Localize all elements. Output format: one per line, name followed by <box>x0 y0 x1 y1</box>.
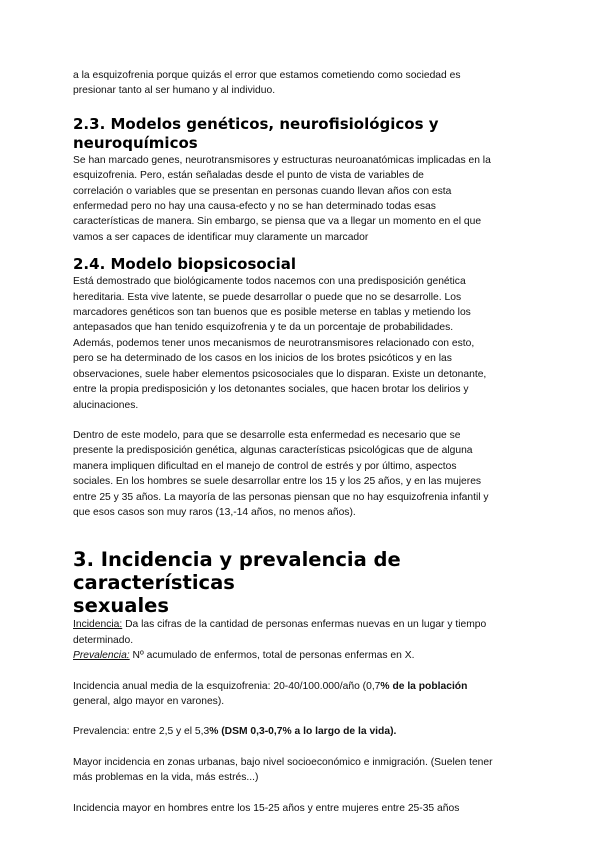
s24-p1-line: pero se ha determinado de los casos en los inicios de los brotes psicóticos y en las <box>73 353 452 365</box>
s24-p2-line: Dentro de este modelo, para que se desarrolle esta enfermedad es necesario que se <box>73 429 461 441</box>
anual-text-b: % de la población <box>380 680 468 692</box>
section-heading-2-3: 2.3. Modelos genéticos, neurofisiológicos y neuroquímicos <box>73 114 439 152</box>
incidencia-anual-line <box>73 679 528 694</box>
s23-line: correlación o variables que se presentan en personas cuando llevan años con esta <box>73 185 452 197</box>
incidencia-term: Incidencia: <box>73 619 123 631</box>
s24-p2-line: presente la predisposición genética, algunas características psicológicas que de alguna <box>73 445 473 457</box>
prev-text-b: % (DSM 0,3-0,7 <box>209 726 283 738</box>
intro-line: a la esquizofrenia porque quizás el error que estamos cometiendo como sociedad es <box>73 70 461 81</box>
section-heading-3-line2: sexuales <box>73 594 169 618</box>
urbanas-line-2: más problemas en la vida, más estrés...) <box>73 772 259 784</box>
prevalencia-definition <box>73 648 528 663</box>
s24-p2-line: sociales. En los hombres se suele desarrollar entre los 15 y los 25 años, y en las mujeres <box>73 476 482 488</box>
prevalencia-def: Nº acumulado de enfermos, total de personas enfermas en X. <box>129 650 415 662</box>
s23-line: Se han marcado genes, neurotransmisores y estructuras neuroanatómicas implicadas en la <box>73 154 491 166</box>
urbanas-line: Mayor incidencia en zonas urbanas, bajo nivel socioeconómico e inmigración. (Suelen tener <box>73 756 493 768</box>
hombres-mujeres-line: Incidencia mayor en hombres entre los 15-25 años y entre mujeres entre 25-35 años <box>73 802 460 814</box>
s23-line: enfermedad pero no hay una causa-efecto y no se han determinado todas esas <box>73 201 436 213</box>
s23-line: características de manera. Sin embargo, se piensa que va a llegar un momento en el que <box>73 216 482 228</box>
page-content <box>73 68 528 816</box>
section-heading-3 <box>73 548 528 617</box>
prev-text-c: % a lo largo de la vida). <box>282 726 397 738</box>
s24-p1-line: Además, podemos tener unos mecanismos de neurotransmisores relacionado con esto, <box>73 337 475 349</box>
s24-p1-line: hereditaria. Esta vive latente, se puede desarrollar o puede que no se desarrolle. Los <box>73 291 462 303</box>
s24-p1-line: antepasados que han tenido esquizofrenia y te da un porcentaje de probabilidades. <box>73 322 454 334</box>
s24-p1-line: alucinaciones. <box>73 399 139 411</box>
prevalencia-term: Prevalencia: <box>73 650 130 662</box>
prevalencia-line <box>73 724 528 739</box>
incidencia-anual-line-2: general, algo mayor en varones). <box>73 695 225 707</box>
s24-p1-line: observaciones, suele haber elementos psicosociales que lo disparan. Existe un detonante, <box>73 368 487 380</box>
s24-p2-line: que esos casos son muy raros (13,-14 años, no menos años). <box>73 506 356 518</box>
incidencia-def-2: determinado. <box>73 634 134 646</box>
s24-p1-line: entre la propia predisposición y los detonantes sociales, que hacen brotar los delirios y <box>73 384 469 396</box>
s23-line: esquizofrenia. Pero, están señaladas desde el punto de vista de variables de <box>73 170 424 182</box>
s24-p2-line: manera impliquen dificultad en el manejo de control de estrés y por último, aspectos <box>73 460 457 472</box>
anual-text-a: Incidencia anual media de la esquizofrenia: 20-40/100.000/año (0,7 <box>73 680 381 692</box>
s23-line: vamos a ser capaces de identificar muy claramente un marcador <box>73 231 369 243</box>
incidencia-definition <box>73 617 528 632</box>
s24-p1-line: Está demostrado que biológicamente todos nacemos con una predisposición genética <box>73 276 466 288</box>
s24-p2-line: entre 25 y 35 años. La mayoría de las personas piensan que no hay esquizofrenia infantil y <box>73 491 489 503</box>
prev-text-a: Prevalencia: entre 2,5 y el 5,3 <box>73 726 210 738</box>
incidencia-def-1: Da las cifras de la cantidad de personas enfermas nuevas en un lugar y tiempo <box>122 619 487 631</box>
s24-p1-line: marcadores genéticos son tan buenos que es posible meterse en tablas y metiendo los <box>73 307 471 319</box>
section-heading-2-4: 2.4. Modelo biopsicosocial <box>73 255 297 274</box>
section-heading-3-line1: 3. Incidencia y prevalencia de características <box>73 548 401 595</box>
intro-line: presionar tanto al ser humano y al individuo. <box>73 85 276 97</box>
